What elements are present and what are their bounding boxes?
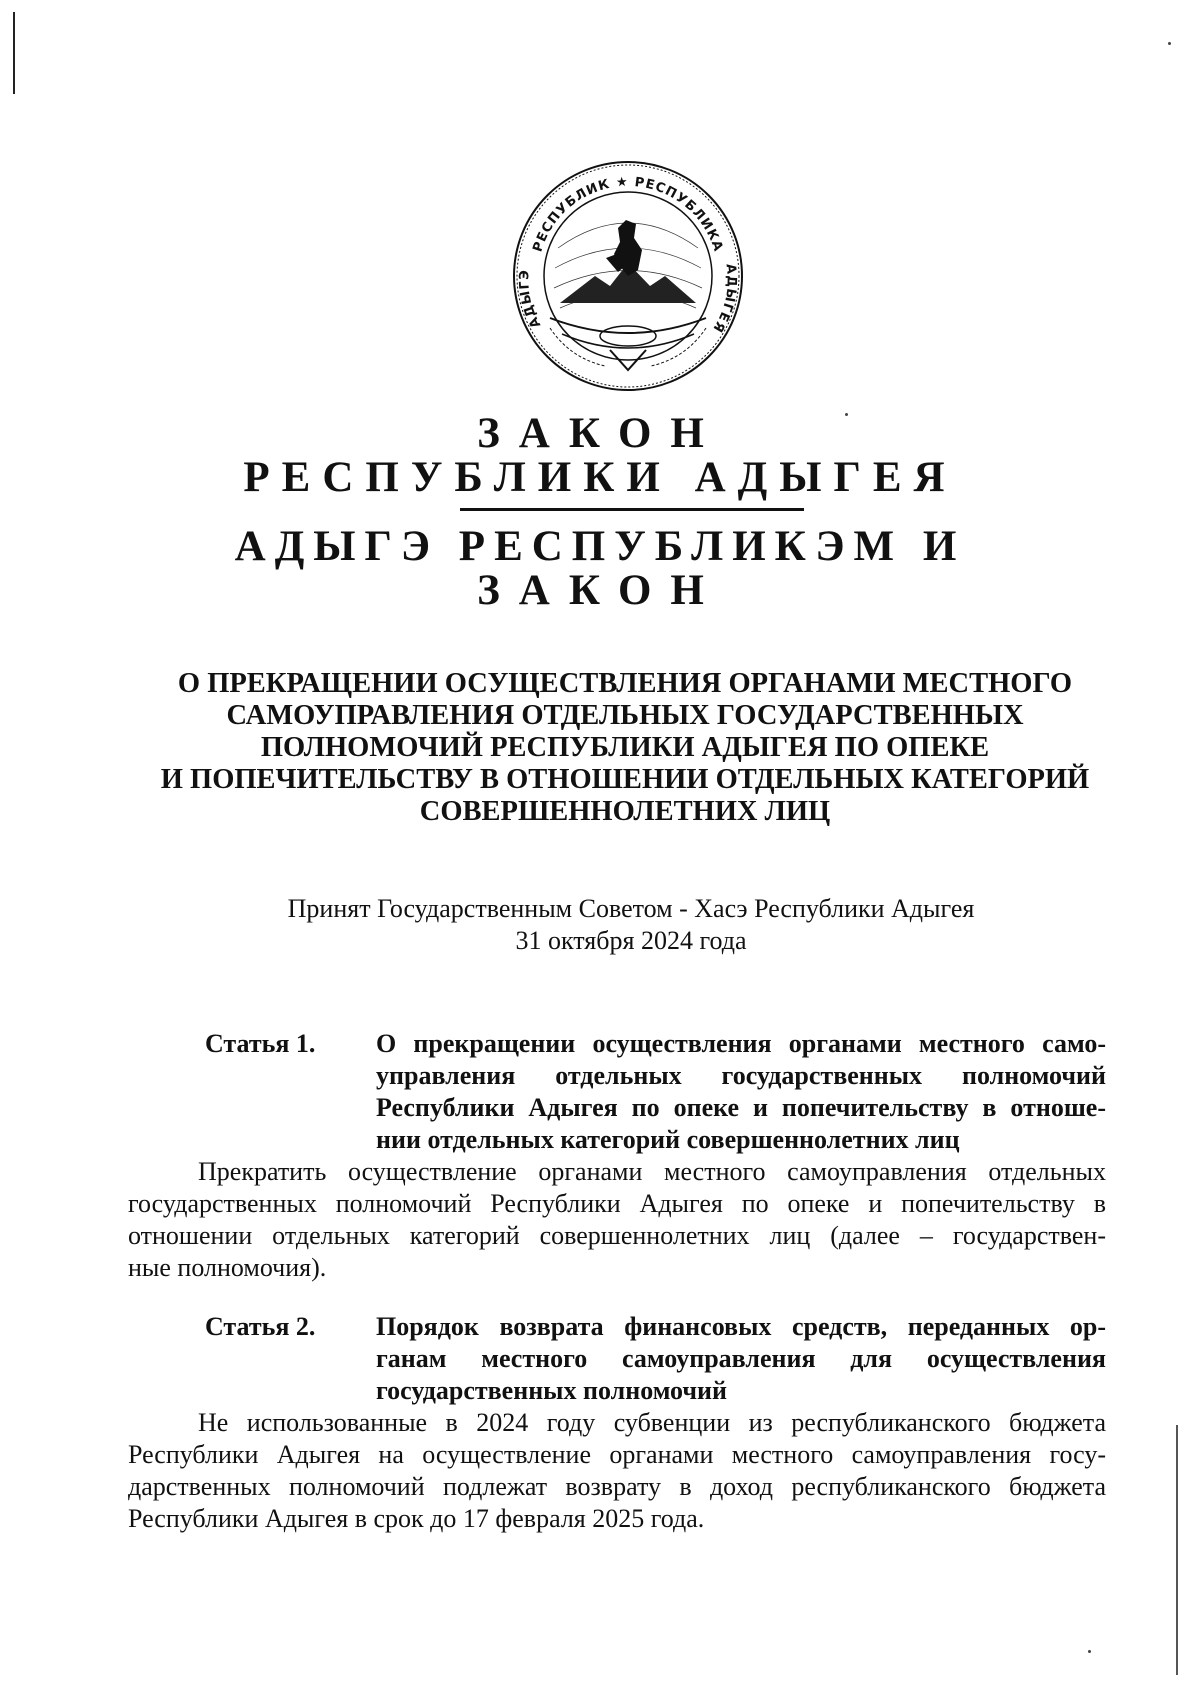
svg-text:АДЫГЭ: АДЫГЭ [517, 268, 545, 331]
law-title-line: О ПРЕКРАЩЕНИИ ОСУЩЕСТВЛЕНИЯ ОРГАНАМИ МЕСТНОГО [177, 668, 1073, 699]
article-heading [0, 1028, 1200, 1156]
article-body-line: Прекратить осуществление органами местного самоуправления отдельных [198, 1157, 1106, 1186]
law-title-line: САМОУПРАВЛЕНИЯ ОТДЕЛЬНЫХ ГОСУДАРСТВЕННЫХ [226, 700, 1024, 731]
article-body-line: Республики Адыгея на осуществление органами местного самоуправления госу- [128, 1440, 1106, 1469]
adoption-date: 31 октября 2024 года [515, 926, 747, 955]
svg-text:АДЫГЕЯ: АДЫГЕЯ [709, 263, 739, 336]
law-title-line: ПОЛНОМОЧИЙ РЕСПУБЛИКИ АДЫГЕЯ ПО ОПЕКЕ [260, 732, 990, 763]
law-title-line: СОВЕРШЕННОЛЕТНИХ ЛИЦ [419, 796, 831, 827]
article-title-line: Порядок возврата финансовых средств, переданных ор- [376, 1312, 1106, 1341]
article-number: Статья 1. [205, 1029, 316, 1058]
header-divider [460, 508, 804, 511]
article-2 [0, 1311, 1200, 1535]
article-body-line: дарственных полномочий подлежат возврату в доход республиканского бюджета [128, 1472, 1106, 1501]
scan-edge-mark [13, 12, 15, 94]
svg-text:РЕСПУБЛИК ★ РЕСПУБЛИКА: РЕСПУБЛИК ★ РЕСПУБЛИКА [530, 174, 726, 254]
law-title-line: И ПОПЕЧИТЕЛЬСТВУ В ОТНОШЕНИИ ОТДЕЛЬНЫХ КАТЕГОРИЙ [160, 764, 1090, 795]
adoption-note [0, 893, 1200, 957]
article-body [128, 1156, 1106, 1284]
article-title-line: нии отдельных категорий совершеннолетних лиц [376, 1125, 960, 1154]
coat-of-arms-emblem [510, 158, 746, 394]
article-title [376, 1311, 1106, 1407]
article-body-line: Не использованные в 2024 году субвенции из республиканского бюджета [198, 1408, 1106, 1437]
article-body-line: государственных полномочий Республики Адыгея по опеке и попечительству в [128, 1189, 1106, 1218]
article-heading [0, 1311, 1200, 1407]
adoption-line: Принят Государственным Советом - Хасэ Республики Адыгея [287, 894, 975, 923]
article-title-line: государственных полномочий [376, 1376, 728, 1405]
law-header-ady-1: АДЫГЭ РЕСПУБЛИКЭМ И [234, 523, 966, 570]
article-title-line: управления отдельных государственных полномочий [376, 1061, 1106, 1090]
article-number: Статья 2. [205, 1312, 316, 1341]
scan-speck [1088, 1650, 1091, 1653]
law-header-ru-1: ЗАКОН [477, 410, 723, 457]
scan-speck [1168, 42, 1171, 45]
article-body-line: ные полномочия). [128, 1253, 327, 1282]
article-body-line: Республики Адыгея в срок до 17 февраля 2025 года. [128, 1504, 705, 1533]
article-title [376, 1028, 1106, 1156]
law-title [130, 668, 1120, 828]
article-title-line: О прекращении осуществления органами местного само- [376, 1029, 1106, 1058]
law-header-ru-2: РЕСПУБЛИКИ АДЫГЕЯ [243, 454, 957, 501]
article-body-line: отношении отдельных категорий совершеннолетних лиц (далее – государствен- [128, 1221, 1106, 1250]
law-header-ady-2: ЗАКОН [477, 567, 723, 614]
article-1 [0, 1028, 1200, 1284]
article-body [128, 1407, 1106, 1535]
article-title-line: ганам местного самоуправления для осуществления [376, 1344, 1106, 1373]
article-title-line: Республики Адыгея по опеке и попечительству в отноше- [376, 1093, 1106, 1122]
